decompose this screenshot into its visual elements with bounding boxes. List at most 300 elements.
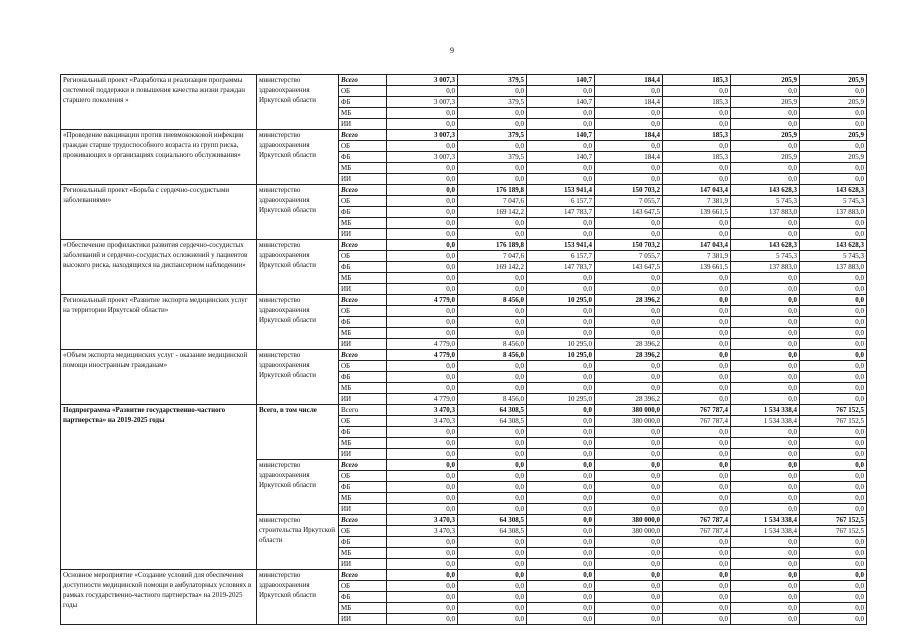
value-cell: 8 456,0 — [458, 350, 527, 361]
value-cell: 0,0 — [527, 427, 595, 438]
value-cell: 0,0 — [595, 438, 663, 449]
value-cell: 0,0 — [387, 185, 458, 196]
source-cell: Всего — [339, 130, 387, 141]
value-cell: 184,4 — [595, 152, 663, 163]
value-cell: 0,0 — [527, 570, 595, 581]
value-cell: 205,9 — [731, 97, 800, 108]
value-cell: 64 308,5 — [458, 526, 527, 537]
table-row — [61, 240, 867, 251]
value-cell: 0,0 — [387, 284, 458, 295]
budget-table — [60, 74, 867, 625]
executor-cell: министерство здравоохранения Иркутской области — [257, 185, 339, 240]
executor-cell: Всего, в том числе — [257, 405, 339, 460]
source-cell: ФБ — [339, 537, 387, 548]
value-cell: 0,0 — [458, 427, 527, 438]
value-cell: 0,0 — [458, 218, 527, 229]
value-cell: 137 883,0 — [731, 207, 800, 218]
value-cell: 0,0 — [731, 119, 800, 130]
source-cell: Всего — [339, 515, 387, 526]
value-cell: 0,0 — [800, 570, 867, 581]
value-cell: 10 295,0 — [527, 350, 595, 361]
value-cell: 8 456,0 — [458, 339, 527, 350]
source-cell: Всего — [339, 570, 387, 581]
value-cell: 205,9 — [731, 152, 800, 163]
value-cell: 169 142,2 — [458, 262, 527, 273]
value-cell: 0,0 — [800, 383, 867, 394]
source-cell: ОБ — [339, 361, 387, 372]
value-cell: 205,9 — [731, 75, 800, 86]
value-cell: 184,4 — [595, 75, 663, 86]
value-cell: 0,0 — [800, 350, 867, 361]
value-cell: 0,0 — [458, 449, 527, 460]
value-cell: 0,0 — [458, 537, 527, 548]
value-cell: 0,0 — [663, 328, 731, 339]
value-cell: 0,0 — [527, 317, 595, 328]
value-cell: 0,0 — [731, 460, 800, 471]
executor-cell: министерство строительства Иркутской области — [257, 515, 339, 570]
value-cell: 0,0 — [387, 262, 458, 273]
value-cell: 7 047,6 — [458, 196, 527, 207]
value-cell: 0,0 — [595, 229, 663, 240]
value-cell: 0,0 — [800, 603, 867, 614]
value-cell: 0,0 — [800, 295, 867, 306]
value-cell: 64 308,5 — [458, 515, 527, 526]
value-cell: 0,0 — [458, 603, 527, 614]
value-cell: 767 787,4 — [663, 405, 731, 416]
value-cell: 767 787,4 — [663, 515, 731, 526]
value-cell: 379,5 — [458, 97, 527, 108]
value-cell: 0,0 — [663, 141, 731, 152]
value-cell: 0,0 — [663, 548, 731, 559]
source-cell: МБ — [339, 383, 387, 394]
value-cell: 0,0 — [595, 372, 663, 383]
source-cell: ФБ — [339, 262, 387, 273]
value-cell: 0,0 — [800, 592, 867, 603]
value-cell: 137 883,0 — [800, 262, 867, 273]
value-cell: 3 470,3 — [387, 515, 458, 526]
value-cell: 767 152,5 — [800, 416, 867, 427]
value-cell: 0,0 — [387, 163, 458, 174]
value-cell: 137 883,0 — [800, 207, 867, 218]
value-cell: 140,7 — [527, 152, 595, 163]
value-cell: 0,0 — [663, 438, 731, 449]
value-cell: 0,0 — [458, 328, 527, 339]
value-cell: 0,0 — [595, 581, 663, 592]
value-cell: 7 055,7 — [595, 196, 663, 207]
value-cell: 0,0 — [527, 86, 595, 97]
value-cell: 0,0 — [595, 361, 663, 372]
value-cell: 10 295,0 — [527, 394, 595, 405]
value-cell: 0,0 — [387, 273, 458, 284]
value-cell: 143 628,3 — [731, 240, 800, 251]
value-cell: 0,0 — [527, 504, 595, 515]
value-cell: 0,0 — [663, 592, 731, 603]
source-cell: Всего — [339, 240, 387, 251]
value-cell: 0,0 — [595, 284, 663, 295]
executor-cell: министерство здравоохранения Иркутской области — [257, 295, 339, 350]
value-cell: 10 295,0 — [527, 295, 595, 306]
value-cell: 143 647,5 — [595, 262, 663, 273]
value-cell: 0,0 — [663, 361, 731, 372]
value-cell: 0,0 — [595, 570, 663, 581]
value-cell: 0,0 — [527, 108, 595, 119]
value-cell: 0,0 — [387, 229, 458, 240]
value-cell: 0,0 — [800, 537, 867, 548]
value-cell: 5 745,3 — [731, 251, 800, 262]
value-cell: 3 470,3 — [387, 405, 458, 416]
value-cell: 205,9 — [800, 130, 867, 141]
value-cell: 0,0 — [387, 460, 458, 471]
value-cell: 8 456,0 — [458, 295, 527, 306]
value-cell: 0,0 — [595, 493, 663, 504]
value-cell: 0,0 — [387, 218, 458, 229]
value-cell: 0,0 — [527, 306, 595, 317]
value-cell: 379,5 — [458, 75, 527, 86]
value-cell: 0,0 — [731, 218, 800, 229]
value-cell: 0,0 — [458, 317, 527, 328]
value-cell: 0,0 — [458, 383, 527, 394]
value-cell: 0,0 — [800, 372, 867, 383]
source-cell: ФБ — [339, 317, 387, 328]
value-cell: 0,0 — [663, 86, 731, 97]
value-cell: 147 043,4 — [663, 240, 731, 251]
value-cell: 0,0 — [527, 438, 595, 449]
source-cell: ИИ — [339, 449, 387, 460]
value-cell: 0,0 — [458, 372, 527, 383]
value-cell: 0,0 — [800, 141, 867, 152]
value-cell: 0,0 — [387, 207, 458, 218]
source-cell: ИИ — [339, 504, 387, 515]
value-cell: 0,0 — [595, 504, 663, 515]
value-cell: 0,0 — [595, 383, 663, 394]
value-cell: 0,0 — [663, 427, 731, 438]
value-cell: 0,0 — [663, 603, 731, 614]
value-cell: 0,0 — [731, 537, 800, 548]
value-cell: 0,0 — [595, 108, 663, 119]
value-cell: 0,0 — [800, 119, 867, 130]
value-cell: 0,0 — [800, 284, 867, 295]
value-cell: 205,9 — [731, 130, 800, 141]
value-cell: 3 470,3 — [387, 526, 458, 537]
value-cell: 0,0 — [731, 328, 800, 339]
source-cell: ОБ — [339, 251, 387, 262]
value-cell: 0,0 — [458, 174, 527, 185]
value-cell: 0,0 — [387, 372, 458, 383]
value-cell: 64 308,5 — [458, 405, 527, 416]
value-cell: 0,0 — [527, 163, 595, 174]
value-cell: 0,0 — [458, 614, 527, 625]
value-cell: 3 007,3 — [387, 97, 458, 108]
value-cell: 0,0 — [595, 603, 663, 614]
source-cell: ФБ — [339, 372, 387, 383]
value-cell: 0,0 — [595, 141, 663, 152]
value-cell: 0,0 — [458, 460, 527, 471]
value-cell: 0,0 — [731, 350, 800, 361]
value-cell: 0,0 — [800, 460, 867, 471]
value-cell: 0,0 — [595, 482, 663, 493]
item-name: Региональный проект «Борьба с сердечно-сосудистыми заболеваниями» — [61, 185, 257, 240]
value-cell: 0,0 — [387, 119, 458, 130]
source-cell: ИИ — [339, 339, 387, 350]
item-name: Подпрограмма «Развитие государственно-частного партнерства» на 2019-2025 годы — [61, 405, 257, 570]
source-cell: МБ — [339, 163, 387, 174]
source-cell: Всего — [339, 350, 387, 361]
value-cell: 0,0 — [527, 592, 595, 603]
value-cell: 1 534 338,4 — [731, 526, 800, 537]
value-cell: 0,0 — [595, 317, 663, 328]
value-cell: 0,0 — [387, 317, 458, 328]
value-cell: 0,0 — [731, 361, 800, 372]
table-row — [61, 185, 867, 196]
value-cell: 0,0 — [458, 471, 527, 482]
value-cell: 379,5 — [458, 152, 527, 163]
value-cell: 0,0 — [527, 515, 595, 526]
value-cell: 767 152,5 — [800, 526, 867, 537]
value-cell: 0,0 — [387, 361, 458, 372]
value-cell: 0,0 — [458, 559, 527, 570]
value-cell: 0,0 — [527, 460, 595, 471]
source-cell: ОБ — [339, 471, 387, 482]
value-cell: 0,0 — [458, 504, 527, 515]
value-cell: 6 157,7 — [527, 196, 595, 207]
value-cell: 0,0 — [387, 614, 458, 625]
value-cell: 0,0 — [731, 108, 800, 119]
value-cell: 767 787,4 — [663, 416, 731, 427]
value-cell: 0,0 — [663, 493, 731, 504]
value-cell: 7 055,7 — [595, 251, 663, 262]
value-cell: 176 189,8 — [458, 240, 527, 251]
value-cell: 0,0 — [731, 449, 800, 460]
source-cell: МБ — [339, 328, 387, 339]
value-cell: 0,0 — [731, 372, 800, 383]
value-cell: 0,0 — [663, 306, 731, 317]
source-cell: ИИ — [339, 229, 387, 240]
value-cell: 0,0 — [731, 427, 800, 438]
source-cell: ОБ — [339, 526, 387, 537]
value-cell: 0,0 — [800, 174, 867, 185]
value-cell: 0,0 — [387, 548, 458, 559]
value-cell: 0,0 — [731, 482, 800, 493]
table-row — [61, 350, 867, 361]
value-cell: 0,0 — [663, 295, 731, 306]
value-cell: 0,0 — [387, 108, 458, 119]
value-cell: 143 628,3 — [800, 240, 867, 251]
source-cell: МБ — [339, 273, 387, 284]
value-cell: 0,0 — [387, 603, 458, 614]
value-cell: 0,0 — [527, 493, 595, 504]
executor-cell: министерство здравоохранения Иркутской области — [257, 350, 339, 405]
value-cell: 0,0 — [458, 273, 527, 284]
value-cell: 0,0 — [731, 603, 800, 614]
item-name: «Объем экспорта медицинских услуг - оказание медицинской помощи иностранным гражданам» — [61, 350, 257, 405]
value-cell: 0,0 — [595, 273, 663, 284]
value-cell: 0,0 — [387, 383, 458, 394]
value-cell: 5 745,3 — [731, 196, 800, 207]
value-cell: 0,0 — [731, 559, 800, 570]
value-cell: 0,0 — [527, 229, 595, 240]
value-cell: 0,0 — [458, 306, 527, 317]
value-cell: 0,0 — [387, 328, 458, 339]
value-cell: 0,0 — [387, 493, 458, 504]
source-cell: ФБ — [339, 97, 387, 108]
source-cell: ИИ — [339, 174, 387, 185]
value-cell: 0,0 — [387, 449, 458, 460]
value-cell: 0,0 — [387, 86, 458, 97]
value-cell: 0,0 — [731, 504, 800, 515]
value-cell: 0,0 — [800, 317, 867, 328]
value-cell: 3 007,3 — [387, 152, 458, 163]
value-cell: 140,7 — [527, 75, 595, 86]
source-cell: ФБ — [339, 592, 387, 603]
value-cell: 1 534 338,4 — [731, 515, 800, 526]
value-cell: 0,0 — [731, 339, 800, 350]
value-cell: 0,0 — [731, 86, 800, 97]
value-cell: 143 628,3 — [731, 185, 800, 196]
value-cell: 0,0 — [731, 493, 800, 504]
value-cell: 0,0 — [595, 449, 663, 460]
value-cell: 767 152,5 — [800, 515, 867, 526]
value-cell: 0,0 — [800, 581, 867, 592]
value-cell: 140,7 — [527, 130, 595, 141]
value-cell: 0,0 — [731, 163, 800, 174]
value-cell: 147 783,7 — [527, 207, 595, 218]
value-cell: 7 381,9 — [663, 196, 731, 207]
value-cell: 0,0 — [595, 592, 663, 603]
item-name: «Проведение вакцинации против пневмококковой инфекции граждан старше трудоспособного возраста из групп риска, проживающих в организациях социального обслуживания» — [61, 130, 257, 185]
value-cell: 0,0 — [458, 482, 527, 493]
value-cell: 10 295,0 — [527, 339, 595, 350]
item-name: Региональный проект «Развитие экспорта медицинских услуг на территории Иркутской области» — [61, 295, 257, 350]
value-cell: 0,0 — [458, 163, 527, 174]
value-cell: 0,0 — [663, 471, 731, 482]
value-cell: 0,0 — [387, 471, 458, 482]
value-cell: 0,0 — [800, 361, 867, 372]
value-cell: 0,0 — [663, 108, 731, 119]
value-cell: 7 047,6 — [458, 251, 527, 262]
value-cell: 0,0 — [387, 581, 458, 592]
value-cell: 0,0 — [731, 548, 800, 559]
source-cell: Всего — [339, 460, 387, 471]
value-cell: 0,0 — [800, 438, 867, 449]
value-cell: 5 745,3 — [800, 196, 867, 207]
value-cell: 0,0 — [595, 471, 663, 482]
value-cell: 0,0 — [663, 394, 731, 405]
source-cell: ОБ — [339, 86, 387, 97]
value-cell: 1 534 338,4 — [731, 405, 800, 416]
value-cell: 0,0 — [663, 383, 731, 394]
value-cell: 176 189,8 — [458, 185, 527, 196]
value-cell: 153 941,4 — [527, 240, 595, 251]
value-cell: 0,0 — [800, 504, 867, 515]
value-cell: 0,0 — [800, 471, 867, 482]
executor-cell: министерство здравоохранения Иркутской области — [257, 75, 339, 130]
source-cell: ОБ — [339, 581, 387, 592]
value-cell: 28 396,2 — [595, 394, 663, 405]
value-cell: 0,0 — [387, 174, 458, 185]
value-cell: 0,0 — [595, 119, 663, 130]
value-cell: 0,0 — [387, 504, 458, 515]
source-cell: ФБ — [339, 152, 387, 163]
value-cell: 0,0 — [527, 328, 595, 339]
value-cell: 0,0 — [458, 548, 527, 559]
value-cell: 6 157,7 — [527, 251, 595, 262]
value-cell: 7 381,9 — [663, 251, 731, 262]
value-cell: 185,3 — [663, 130, 731, 141]
value-cell: 150 703,2 — [595, 185, 663, 196]
value-cell: 150 703,2 — [595, 240, 663, 251]
value-cell: 0,0 — [458, 570, 527, 581]
value-cell: 0,0 — [663, 614, 731, 625]
value-cell: 0,0 — [527, 273, 595, 284]
source-cell: Всего — [339, 295, 387, 306]
value-cell: 0,0 — [595, 559, 663, 570]
value-cell: 205,9 — [800, 152, 867, 163]
executor-cell: министерство здравоохранения Иркутской области — [257, 570, 339, 625]
value-cell: 0,0 — [458, 361, 527, 372]
value-cell: 0,0 — [527, 119, 595, 130]
value-cell: 28 396,2 — [595, 339, 663, 350]
value-cell: 0,0 — [387, 240, 458, 251]
source-cell: Всего — [339, 185, 387, 196]
source-cell: ИИ — [339, 559, 387, 570]
value-cell: 380 000,0 — [595, 416, 663, 427]
value-cell: 0,0 — [731, 570, 800, 581]
value-cell: 0,0 — [663, 504, 731, 515]
value-cell: 4 779,0 — [387, 339, 458, 350]
value-cell: 0,0 — [800, 449, 867, 460]
value-cell: 3 007,3 — [387, 75, 458, 86]
value-cell: 0,0 — [663, 537, 731, 548]
value-cell: 0,0 — [458, 108, 527, 119]
value-cell: 0,0 — [527, 416, 595, 427]
value-cell: 0,0 — [527, 383, 595, 394]
value-cell: 0,0 — [663, 372, 731, 383]
value-cell: 1 534 338,4 — [731, 416, 800, 427]
value-cell: 380 000,0 — [595, 515, 663, 526]
value-cell: 0,0 — [387, 438, 458, 449]
value-cell: 0,0 — [663, 570, 731, 581]
value-cell: 64 308,5 — [458, 416, 527, 427]
value-cell: 0,0 — [527, 284, 595, 295]
value-cell: 184,4 — [595, 130, 663, 141]
source-cell: ФБ — [339, 427, 387, 438]
value-cell: 0,0 — [527, 361, 595, 372]
source-cell: МБ — [339, 548, 387, 559]
value-cell: 0,0 — [800, 273, 867, 284]
value-cell: 143 647,5 — [595, 207, 663, 218]
value-cell: 0,0 — [800, 493, 867, 504]
executor-cell: министерство здравоохранения Иркутской области — [257, 460, 339, 515]
value-cell: 0,0 — [663, 581, 731, 592]
source-cell: МБ — [339, 603, 387, 614]
value-cell: 0,0 — [663, 350, 731, 361]
value-cell: 0,0 — [800, 306, 867, 317]
page-number: 9 — [450, 46, 454, 55]
value-cell: 0,0 — [731, 471, 800, 482]
value-cell: 0,0 — [663, 119, 731, 130]
value-cell: 0,0 — [731, 614, 800, 625]
value-cell: 0,0 — [800, 482, 867, 493]
value-cell: 0,0 — [527, 141, 595, 152]
value-cell: 147 043,4 — [663, 185, 731, 196]
value-cell: 139 661,5 — [663, 262, 731, 273]
value-cell: 0,0 — [595, 328, 663, 339]
value-cell: 0,0 — [663, 174, 731, 185]
value-cell: 139 661,5 — [663, 207, 731, 218]
value-cell: 0,0 — [731, 174, 800, 185]
value-cell: 0,0 — [387, 306, 458, 317]
value-cell: 0,0 — [595, 218, 663, 229]
